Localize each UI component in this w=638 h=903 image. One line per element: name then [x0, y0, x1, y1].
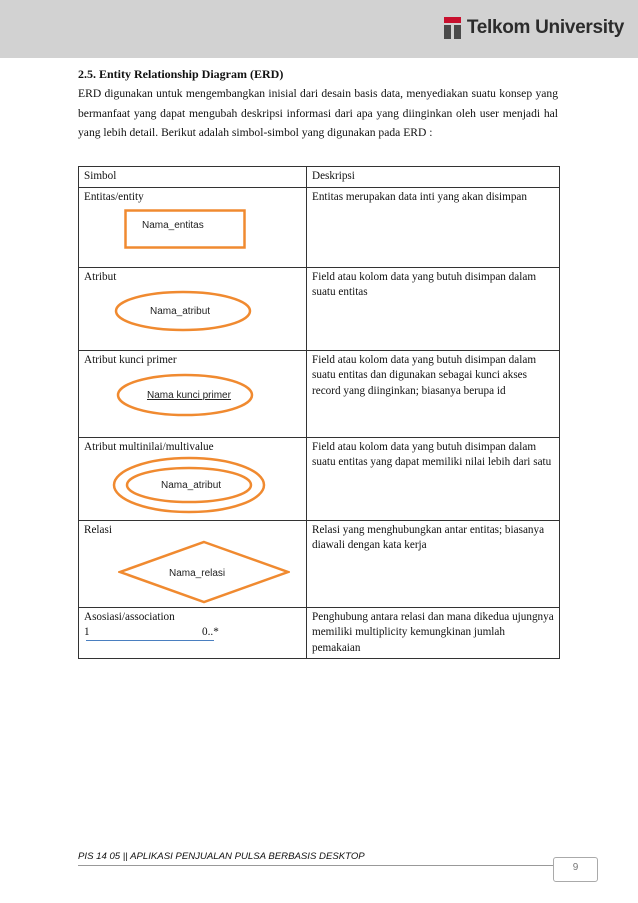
telkom-university-logo-icon [444, 17, 461, 39]
multiplicity-left: 1 [84, 625, 90, 638]
multivalue-symbol-label: Nama_atribut [161, 479, 222, 491]
column-header-simbol: Simbol [79, 167, 307, 188]
description-cell: Field atau kolom data yang butuh disimpan dalam suatu entitas dan digunakan sebagai kunci akses record yang diinginkan; biasanya berupa id [307, 350, 560, 437]
footer-divider [78, 865, 553, 866]
table-row [79, 267, 560, 350]
symbol-name: Atribut [84, 270, 117, 283]
page-number: 9 [572, 862, 579, 873]
symbol-cell [79, 607, 307, 659]
entity-symbol-label: Nama_entitas [142, 219, 204, 231]
description-cell: Relasi yang menghubungkan antar entitas; biasanya diawali dengan kata kerja [307, 520, 560, 607]
description-cell: Field atau kolom data yang butuh disimpan dalam suatu entitas yang dapat memiliki nilai lebih dari satu [307, 437, 560, 520]
symbol-cell [79, 187, 307, 267]
symbol-name: Atribut kunci primer [84, 353, 177, 366]
table-row [79, 520, 560, 607]
table-header-row [79, 167, 560, 188]
table-row [79, 187, 560, 267]
symbol-name: Asosiasi/association [84, 610, 175, 623]
symbol-name: Entitas/entity [84, 190, 144, 203]
intro-paragraph: ERD digunakan untuk mengembangkan inisial dari desain basis data, menyediakan suatu konsep yang bermanfaat yang dapat mengubah deskripsi informasi dari apa yang diinginkan oleh user menjadi hal yang lebih detail. Berikut adalah simbol-simbol yang digunakan pada ERD : [78, 87, 558, 139]
page-number-box [553, 857, 598, 882]
description-cell: Entitas merupakan data inti yang akan disimpan [307, 187, 560, 267]
table-row [79, 350, 560, 437]
attribute-symbol-label: Nama_atribut [150, 305, 211, 317]
symbol-cell [79, 350, 307, 437]
logo-text: Telkom University [466, 17, 624, 38]
symbol-cell [79, 267, 307, 350]
footer-text: PIS 14 05 || APLIKASI PENJUALAN PULSA BERBASIS DESKTOP [78, 851, 365, 862]
description-cell: Penghubung antara relasi dan mana dikedua ujungnya memiliki multiplicity kemungkinan jumlah pemakaian [307, 607, 560, 659]
relation-symbol-label: Nama_relasi [169, 567, 226, 579]
primary-key-symbol-label: Nama kunci primer [147, 389, 231, 401]
erd-symbol-table [78, 166, 560, 659]
symbol-name: Relasi [84, 523, 112, 536]
multiplicity-right: 0..* [202, 625, 219, 638]
table-row [79, 607, 560, 659]
university-logo [444, 17, 624, 39]
symbol-cell [79, 437, 307, 520]
symbol-name: Atribut multinilai/multivalue [84, 440, 214, 453]
section-title: 2.5. Entity Relationship Diagram (ERD) [78, 67, 284, 81]
table-row [79, 437, 560, 520]
association-line [86, 640, 214, 641]
description-cell: Field atau kolom data yang butuh disimpan dalam suatu entitas [307, 267, 560, 350]
column-header-deskripsi: Deskripsi [307, 167, 560, 188]
symbol-cell [79, 520, 307, 607]
